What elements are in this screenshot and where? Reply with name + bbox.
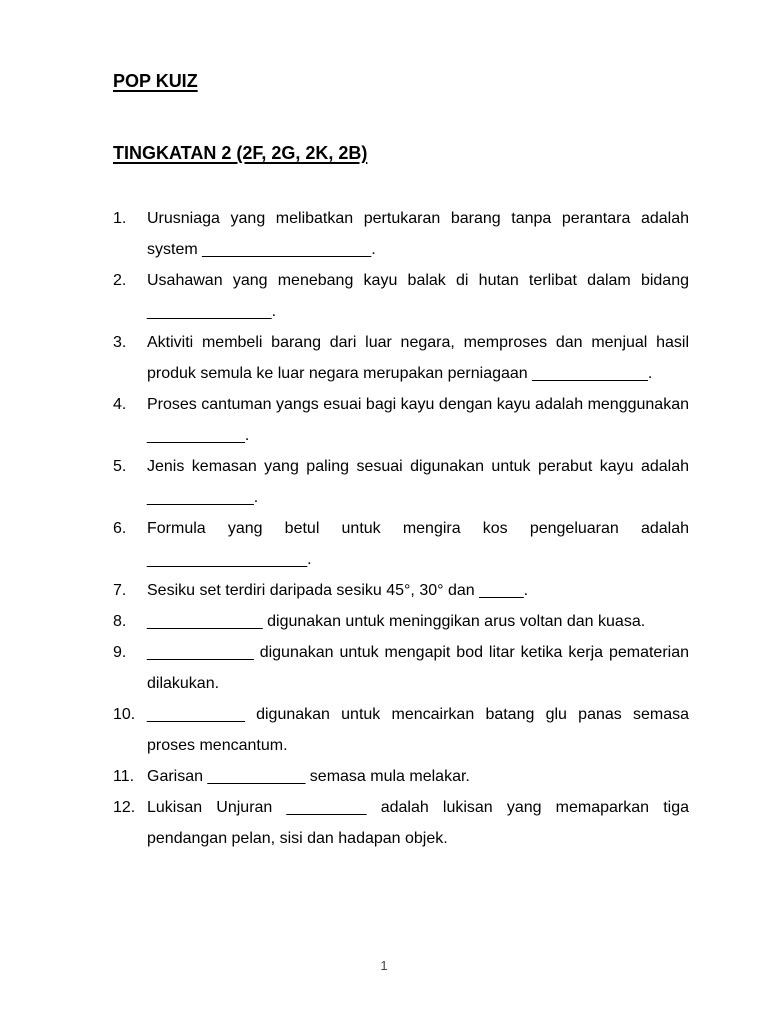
question-text: ____________ digunakan untuk mengapit bod litar ketika kerja pematerian dilakukan. xyxy=(147,644,689,692)
question-number: 2. xyxy=(113,272,127,289)
question-item xyxy=(113,606,689,637)
question-item xyxy=(113,761,689,792)
question-number: 7. xyxy=(113,582,127,599)
question-text: Sesiku set terdiri daripada sesiku 45°, 30° dan _____. xyxy=(147,582,529,599)
question-text: Garisan ___________ semasa mula melakar. xyxy=(147,768,470,785)
question-item xyxy=(113,792,689,854)
question-number: 1. xyxy=(113,210,127,227)
question-number: 9. xyxy=(113,644,127,661)
question-text: Jenis kemasan yang paling sesuai digunakan untuk perabut kayu adalah ____________. xyxy=(147,458,689,506)
question-item xyxy=(113,637,689,699)
question-number: 6. xyxy=(113,520,127,537)
question-number: 5. xyxy=(113,458,127,475)
question-text: Formula yang betul untuk mengira kos pengeluaran adalah __________________. xyxy=(147,520,689,568)
question-number: 4. xyxy=(113,396,127,413)
question-text: Aktiviti membeli barang dari luar negara, memproses dan menjual hasil produk semula ke luar negara merupakan perniagaan _____________. xyxy=(147,334,689,382)
page-title: POP KUIZ xyxy=(113,71,198,91)
question-number: 12. xyxy=(113,799,136,816)
question-item xyxy=(113,265,689,327)
question-item xyxy=(113,389,689,451)
question-text: _____________ digunakan untuk meninggikan arus voltan dan kuasa. xyxy=(147,613,646,630)
question-number: 8. xyxy=(113,613,127,630)
question-item xyxy=(113,451,689,513)
question-text: Proses cantuman yangs esuai bagi kayu dengan kayu adalah menggunakan ___________. xyxy=(147,396,689,444)
question-item xyxy=(113,699,689,761)
question-number: 10. xyxy=(113,706,136,723)
question-item xyxy=(113,203,689,265)
question-item xyxy=(113,575,689,606)
question-text: Urusniaga yang melibatkan pertukaran barang tanpa perantara adalah system ___________________. xyxy=(147,210,689,258)
question-number: 11. xyxy=(113,768,135,785)
question-item xyxy=(113,513,689,575)
question-list xyxy=(113,203,689,854)
question-text: ___________ digunakan untuk mencairkan batang glu panas semasa proses mencantum. xyxy=(147,706,689,754)
page-subtitle: TINGKATAN 2 (2F, 2G, 2K, 2B) xyxy=(113,143,368,163)
question-text: Lukisan Unjuran _________ adalah lukisan yang memaparkan tiga pendangan pelan, sisi dan hadapan objek. xyxy=(147,799,689,847)
page-number: 1 xyxy=(380,958,388,973)
question-number: 3. xyxy=(113,334,127,351)
question-text: Usahawan yang menebang kayu balak di hutan terlibat dalam bidang ______________. xyxy=(147,272,689,320)
question-item xyxy=(113,327,689,389)
